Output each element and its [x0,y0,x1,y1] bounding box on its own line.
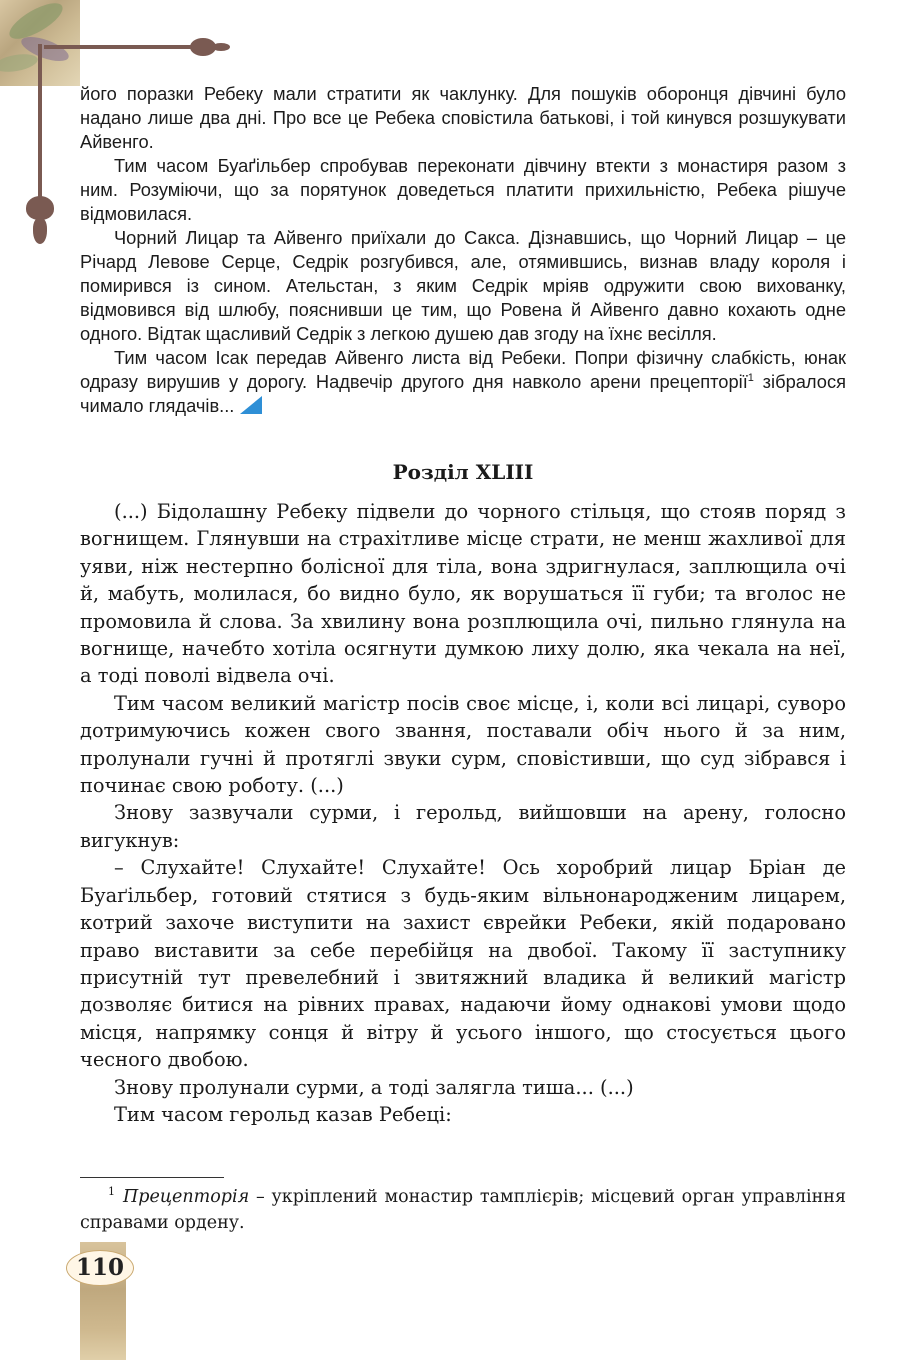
footnote [80,1184,846,1236]
footnote-text: – укріплений монастир тамплієрів; місцевий орган управління справами ордену. [80,1187,846,1233]
chapter-paragraph: Знову зазвучали сурми, і герольд, вийшовши на арену, голосно вигукнув: [80,801,846,852]
summary-text-span: Тим часом Ісак передав Айвенго листа від Ребеки. Попри фізичну слабкість, юнак одразу вирушив у дорогу. Надвечір другого дня навколо арени прецепторії [80,347,846,392]
summary-text [80,82,846,418]
summary-text-span: зібралося чимало глядачів... [80,371,846,416]
ornament-pendant [26,196,54,220]
chapter-title: Розділ XLIII [392,460,534,484]
summary-paragraph: його поразки Ребеку мали стратити як чаклунку. Для пошуків оборонця дівчині було надано лише два дні. Про все це Ребека сповістила батькові, і той кинувся розшукувати Айвенго. [80,83,846,152]
ornament-finial-tip [212,43,230,51]
ornament-horizontal-line [44,45,204,49]
summary-paragraph-last [80,346,846,418]
footnote-number: 1 [108,1185,115,1199]
ornament-vertical-line [38,44,42,204]
chapter-paragraph: Знову пролунали сурми, а тоді залягла тиша... (...) [114,1075,634,1099]
footnote-reference: 1 [747,371,754,384]
chapter-paragraph: Тим часом великий магістр посів своє місце, і, коли всі лицарі, суворо дотримуючись кожен свого звання, поставали обіч нього й за ним, пролунали гучні й протяглі звуки сурм, сповістивши, що суд зібрався і починає свою роботу. (...) [80,691,846,798]
chapter-paragraph: Тим часом герольд казав Ребеці: [114,1102,452,1126]
summary-paragraph: Тим часом Буаґільбер спробував переконати дівчину втекти з монастиря разом з ним. Розуміючи, що за порятунок доведеться платити прихильністю, Ребека рішуче відмовилася. [80,155,846,224]
chapter-text [80,498,846,1128]
chapter-paragraph: – Слухайте! Слухайте! Слухайте! Ось хоробрий лицар Бріан де Буаґільбер, готовий стятися з будь-яким вільнонародженим лицарем, котрий захоче виступити на захист єврейки Ребеки, якій подаровано право виставити за себе перебійця на двобої. Такому її заступнику присутній тут превелебний і звитяжний владика й великий магістр дозволяє битися на рівних правах, надаючи йому однакові умови щодо місця, напрямку сонця й вітру й усього іншого, що стосується цього чесного двобою. [80,856,846,1072]
summary-paragraph: Чорний Лицар та Айвенго приїхали до Сакса. Дізнавшись, що Чорний Лицар – це Річард Левове Серце, Седрік розгубився, але, отямившись, визнав владу короля і помирився із сином. Ательстан, з яким Седрік мріяв одружити свою вихованку, відмовився від шлюбу, пояснивши це тим, що Ровена й Айвенго давно кохають одне одного. Відтак щасливий Седрік з легкою душею дав згоду на їхнє весілля. [80,227,846,344]
end-triangle-icon [240,396,262,414]
footnote-term: Прецепторія [123,1187,250,1207]
page-number: 110 [66,1250,134,1286]
ornament-pendant-tip [33,218,47,244]
footnote-separator [80,1177,224,1178]
chapter-paragraph: (...) Бідолашну Ребеку підвели до чорного стільця, що стояв поряд з вогнищем. Глянувши на страхітливе місце страти, не менш жахливої для уяви, ніж нестерпно болісної для тіла, вона здригнулася, заплющила очі й, мабуть, молилася, бо видно було, як ворушаться її губи; та вголос не промовила й слова. За хвилину вона розплющила очі, пильно глянула на вогнище, начебто хотіла осягнути думкою лиху долю, яка чекала на неї, а тоді поволі відвела очі. [80,500,846,688]
